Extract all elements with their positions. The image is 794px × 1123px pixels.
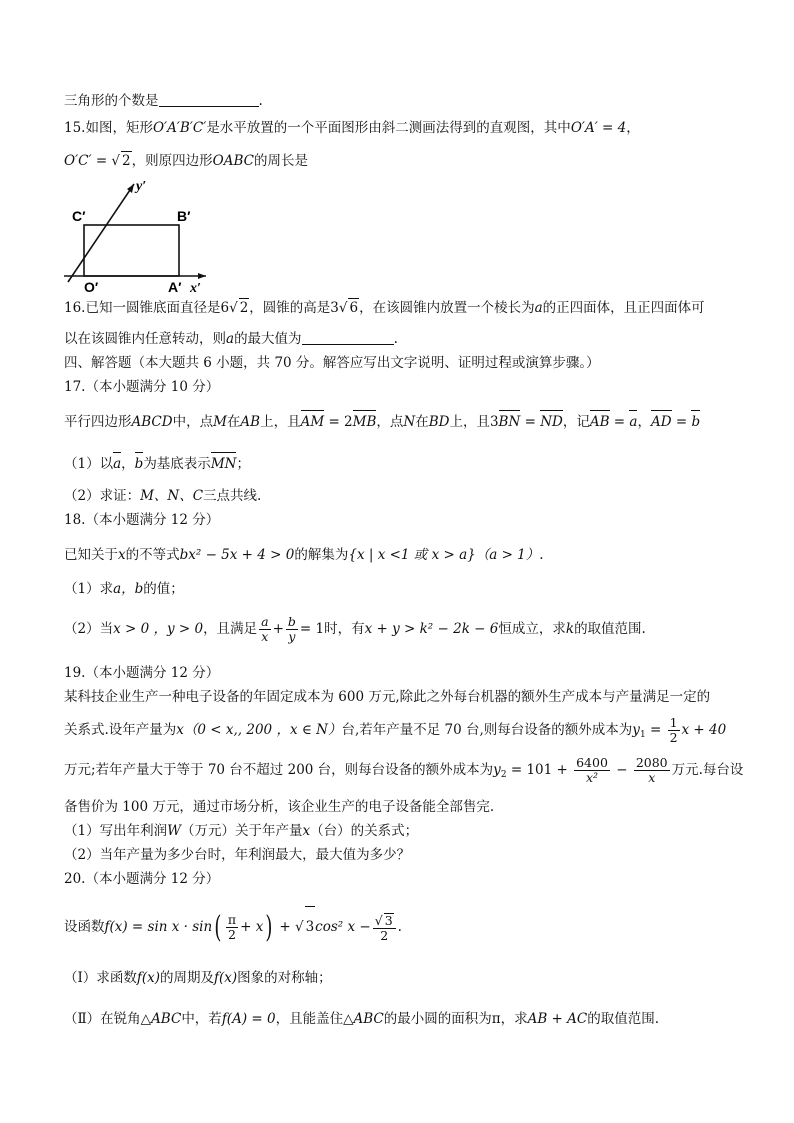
label-a: A′ (168, 279, 182, 295)
q17-m: M (213, 414, 227, 430)
q18-2-text-b: ，且满足 (203, 621, 258, 637)
q18-2-eq1: = 1 (299, 621, 325, 637)
q17-three: 3 (489, 414, 499, 430)
q18-2-ineq2: x + y > k² − 2k − 6 (364, 621, 499, 637)
q17-text-c: 在 (226, 414, 241, 430)
frac-den-x: x (648, 770, 656, 785)
line-q16-a: 16.已知一圆锥底面直径是6√ 2，圆锥的高是3√ 6，在该圆锥内放置一个棱长为a的正四面体，且正四面体可 (64, 300, 705, 316)
line-q19-b: 关系式.设年产量为x（0 < x,, 200 ，x ∈ N）台,若年产量不足 70 台,则每台设备的额外成本为$y_1$ = $\frac{1}{2}$ x + 40 (64, 715, 727, 745)
q17-abcd: ABCD (131, 414, 173, 430)
right-paren: ) (265, 909, 273, 945)
q17-text-b: 中，点 (172, 414, 214, 430)
q16-a: a (534, 300, 543, 316)
q19-half-tail: x + 40 (681, 722, 727, 738)
fraction-pi-over-2 (226, 913, 238, 942)
rectangle-oabc (84, 225, 179, 276)
oblique-rectangle-figure (64, 176, 214, 296)
q17-text-h: ，记 (562, 414, 590, 430)
fraction-6400 (574, 756, 610, 785)
q20-text-a: 设函数 (64, 919, 105, 935)
q18-1-text: （1）求 (64, 581, 114, 597)
q17-text-a: 平行四边形 (64, 414, 132, 430)
line-q18-a (64, 546, 544, 564)
q20-2-text-e: 的取值范围. (587, 1011, 660, 1027)
fraction-b-over-y (286, 615, 298, 644)
answer-blank-16 (302, 330, 394, 345)
q18-2-text-d: 恒成立，求 (498, 621, 566, 637)
frac-num-2080: 2080 (635, 755, 668, 770)
q19-text-b1: 关系式.设年产量为 (64, 722, 177, 738)
q17-text-e: ，点 (376, 414, 404, 430)
line-q18-2 (64, 613, 646, 645)
fraction-sqrt3-over-2: $\frac{√ 3}{2}$ (373, 913, 396, 943)
line-q15-b: O′C′ = √ 2，则原四边形OABC的周长是 (64, 153, 308, 169)
q20-sqrt3: 3 (305, 906, 316, 947)
q17-1-text-d: ； (236, 456, 250, 472)
q18-1-text-b: 的值； (143, 581, 184, 597)
frac-num-a: a (261, 614, 269, 629)
q20-px: + x (240, 919, 264, 935)
line-q20-a: 设函数f(x) = sin x · sin( $\frac{\pi}{2}$ + x) + √ 3cos² x − $\frac{√ 3}{2}$ . (64, 906, 402, 948)
q16-h3: 3 (330, 300, 339, 316)
line-q16-b (64, 330, 398, 348)
q20-2-text-d: 的最小圆的面积为π，求 (383, 1011, 528, 1027)
q20-2-fa: f(A) = 0 (221, 1011, 276, 1027)
q19-heading: 19.（本小题满分 12 分） (64, 665, 220, 681)
q19-xrange: x（0 < x,, 200 ，x ∈ N） (176, 722, 342, 738)
q16-text-b: ，圆锥的高是 (249, 300, 331, 316)
q16-d6: 6 (220, 300, 230, 316)
q17-1-text-a: （1）以 (64, 456, 114, 472)
frac-num-b: b (287, 614, 296, 629)
q17-eq: = (520, 414, 541, 430)
q14-end: . (258, 93, 263, 109)
q16-end: . (393, 331, 398, 347)
q19-minus: − (611, 762, 632, 778)
fraction-a-over-x (259, 615, 270, 644)
q17-1-b: b (134, 456, 144, 472)
q19-y2: y (493, 762, 501, 778)
q17-vec-am: AM (300, 414, 325, 430)
line-q15-a (64, 119, 640, 137)
q17-heading: 17.（本小题满分 10 分） (64, 379, 220, 395)
q17-vec-b: b (691, 414, 701, 430)
q20-2-abc: ABC (151, 1011, 182, 1027)
q15-quad: OABC (212, 153, 254, 169)
q19-1-w: W (167, 823, 181, 839)
q19-y1: y (632, 722, 640, 738)
q18-x: x (118, 547, 126, 563)
q20-1-text-c: 图象的对称轴； (237, 970, 332, 986)
line-q19-a: 某科技企业生产一种电子设备的年固定成本为 600 万元,除此之外每台机器的额外生产成本与产量满足一定的 (64, 689, 711, 705)
q15-oc: O′C′ = (64, 153, 112, 169)
line-q19-2: （2）当年产量为多少台时，年利润最大，最大值为多少？ (64, 847, 411, 863)
q18-text-b: 的不等式 (125, 547, 180, 563)
q15-text-b: 是水平放置的一个平面图形由斜二测画法得到的直观图，其中 (206, 120, 571, 136)
q20-2-text-a: （Ⅱ）在锐角△ (64, 1011, 152, 1027)
frac-den-x: x (261, 629, 269, 644)
line-q17-a (64, 413, 700, 431)
q15-oa: O′A′ = 4 (570, 120, 627, 136)
q17-eq2: = 2 (324, 414, 353, 430)
q16-text-c: ，在该圆锥内放置一个棱长为 (359, 300, 535, 316)
q17-1-a: a (113, 456, 122, 472)
q18-ineq: bx² − 5x + 4 > 0 (179, 547, 295, 563)
q17-2-text-b: 三点共线. (203, 488, 262, 504)
answer-blank-14 (159, 92, 259, 107)
q15-text-c: ， (626, 120, 640, 136)
label-b: B′ (177, 208, 191, 224)
q19-text-b2: 台,若年产量不足 70 台,则每台设备的额外成本为 (341, 722, 633, 738)
q17-2-mnc: M、N、C (140, 488, 204, 504)
q19-1-x: x (302, 823, 311, 839)
frac-den-x2: x² (585, 770, 599, 785)
q18-heading: 18.（本小题满分 12 分） (64, 512, 220, 528)
line-q17-2 (64, 487, 261, 505)
q15-sqrt2: 2 (122, 153, 131, 169)
q16-text-e: 以在该圆锥内任意转动，则 (64, 331, 226, 347)
line-q14-tail (64, 92, 263, 110)
frac-num-sqrt3: 3 (384, 912, 393, 928)
frac-num-1: 1 (669, 715, 678, 730)
q17-vec-mb: MB (352, 414, 377, 430)
fraction-one-half (668, 716, 680, 745)
q18-text-c: 的解集为 (294, 547, 349, 563)
q18-2-yg0: y > 0 (166, 621, 204, 637)
q20-1-text-b: 的周期及 (160, 970, 214, 986)
q17-bd: BD (428, 414, 450, 430)
q20-1-fx: f(x) (136, 970, 160, 986)
q19-1-text-b: （万元）关于年产量 (180, 823, 303, 839)
line-q17-1 (64, 455, 250, 473)
q20-1-fx2: f(x) (214, 970, 238, 986)
frac-num-pi: π (227, 912, 237, 927)
frac-den-2b: 2 (228, 927, 236, 942)
q17-1-text-c: 为基底表示 (143, 456, 211, 472)
q16-text-a: 16.已知一圆锥底面直径是 (64, 300, 221, 316)
q17-1-comma: ， (121, 456, 135, 472)
q17-vec-nd: ND (540, 414, 563, 430)
line-q20-2 (64, 1010, 659, 1028)
q20-2-abc2: ABC (353, 1011, 384, 1027)
q17-vec-a: a (629, 414, 638, 430)
q20-2-text-b: 中，若 (181, 1011, 222, 1027)
q18-2-xg0: x > 0 ， (113, 621, 167, 637)
y-axis (68, 184, 134, 282)
q19-1-text: （1）写出年利润 (64, 823, 168, 839)
q18-2-text-a: （2）当 (64, 621, 114, 637)
q17-n: N (403, 414, 416, 430)
q18-1-ab: a，b (113, 581, 144, 597)
q19-text-c1: 万元;若年产量大于等于 70 台不超过 200 台，则每台设备的额外成本为 (64, 762, 494, 778)
q14-text: 三角形的个数是 (64, 93, 159, 109)
q17-ab: AB (240, 414, 261, 430)
q19-y2-expr: = 101 + (506, 762, 573, 778)
q15-text-d: ，则原四边形 (131, 153, 213, 169)
q18-2-text-e: 的取值范围. (574, 621, 646, 637)
left-paren: ( (214, 909, 222, 945)
line-q20-1 (64, 969, 332, 987)
q20-2-text-c: ，且能盖住△ (275, 1011, 354, 1027)
q19-text-c2: 万元.每台设 (671, 762, 744, 778)
q15-text-e: 的周长是 (253, 153, 308, 169)
q17-text-d: 上，且 (260, 414, 301, 430)
label-c: C′ (72, 208, 86, 224)
q16-sqrt6: 6 (349, 300, 359, 316)
frac-den-2: 2 (669, 730, 678, 745)
frac-den-y: y (288, 629, 296, 644)
q16-text-d: 的正四面体，且正四面体可 (542, 300, 705, 316)
line-q19-c: 万元;若年产量大于等于 70 台不超过 200 台，则每台设备的额外成本为$y_2 = 101$ + $\frac{6400}{\text{x²}}$ − $\frac{2080}{x}$ 万元.每台设 (64, 755, 744, 785)
q17-vec-bn: BN (498, 414, 521, 430)
q17-2-text: （2）求证： (64, 488, 141, 504)
q20-2-abac: AB + AC (527, 1011, 588, 1027)
q17-text-f: 在 (415, 414, 429, 430)
q17-eq-a: = (609, 414, 630, 430)
q18-2-k: k (565, 621, 575, 637)
q17-comma: ， (637, 414, 651, 430)
q18-2-text-c: 时，有 (324, 621, 365, 637)
q16-sqrt2: 2 (239, 300, 249, 316)
q16-text-f: 的最大值为 (234, 331, 302, 347)
q18-text-a: 已知关于 (64, 547, 118, 563)
q17-vec-ab: AB (589, 414, 610, 430)
q20-fx: f(x) = sin x · sin (104, 919, 213, 935)
q20-heading: 20.（本小题满分 12 分） (64, 871, 220, 887)
line-q19-1 (64, 822, 418, 840)
q20-1-text-a: （Ⅰ）求函数 (64, 970, 137, 986)
q19-1-text-c: （台）的关系式； (310, 823, 419, 839)
frac-num-6400: 6400 (576, 755, 608, 770)
q17-1-mn: MN (210, 456, 237, 472)
label-x: x′ (190, 281, 201, 296)
label-y: y′ (136, 179, 147, 194)
q17-vec-ad: AD (650, 414, 672, 430)
q15-rect: O′A′B′C′ (152, 120, 207, 136)
q18-2-plus: + (272, 621, 284, 637)
q17-eq-b: = (671, 414, 692, 430)
label-o: O′ (84, 279, 99, 295)
x-axis-arrow (198, 273, 206, 279)
section-4-heading: 四、解答题（本大题共 6 小题，共 70 分。解答应写出文字说明、证明过程或演算步骤。） (64, 355, 600, 371)
q15-text-a: 15.如图，矩形 (64, 120, 153, 136)
frac-den-2c: 2 (380, 927, 389, 943)
q20-cos: cos² x − (315, 919, 371, 935)
line-q18-1 (64, 580, 184, 598)
q16-a2: a (226, 331, 235, 347)
q18-sol: {x | x <1 或 x > a}（a > 1）. (348, 547, 544, 563)
line-q19-d: 备售价为 100 万元，通过市场分析，该企业生产的电子设备能全部售完. (64, 799, 495, 815)
q17-text-g: 上，且 (449, 414, 490, 430)
fraction-2080 (634, 756, 670, 785)
